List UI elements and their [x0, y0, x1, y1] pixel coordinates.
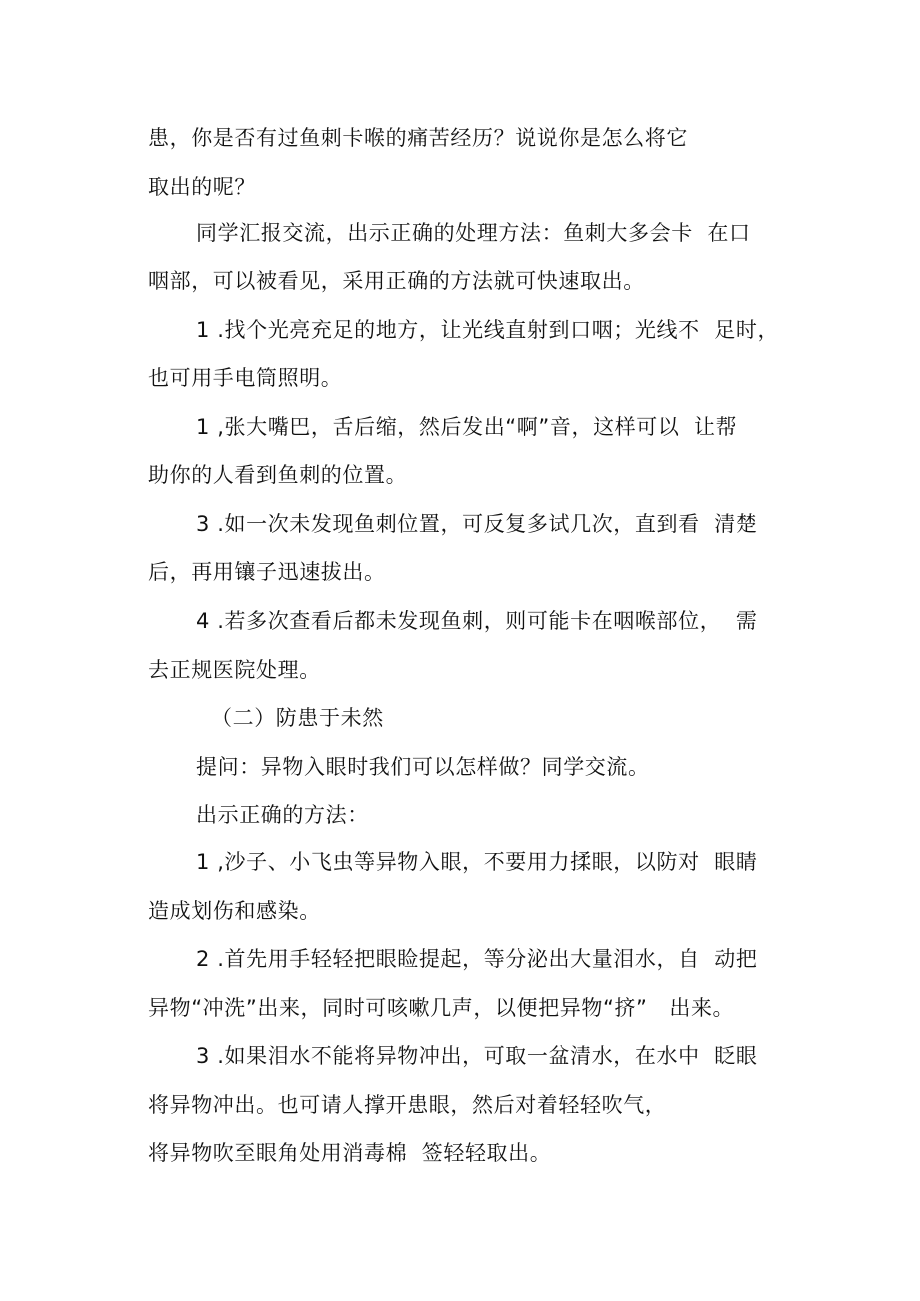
- text-line: 将异物吹至眼角处用消毒棉 签轻轻取出。: [148, 1141, 552, 1165]
- text-line: 造成划伤和感染。: [148, 899, 321, 923]
- text-line: 患，你是否有过鱼刺卡喉的痛苦经历？说说你是怎么将它: [148, 126, 688, 150]
- text-line: 1 ,沙子、小飞虫等异物入眼，不要用力揉眼，以防对 眼睛: [196, 850, 758, 874]
- text-line: 将异物冲出。也可请人撑开患眼，然后对着轻轻吹气，: [148, 1093, 667, 1117]
- text-line: 2 .首先用手轻轻把眼睑提起，等分泌出大量泪水，自 动把: [196, 947, 758, 971]
- text-line: 3 .如果泪水不能将异物冲出，可取一盆清水，在水中 眨眼: [196, 1044, 758, 1068]
- text-line: 咽部，可以被看见，采用正确的方法就可快速取出。: [148, 269, 645, 293]
- text-line: 1 ,张大嘴巴，舌后缩，然后发出“啊”音，这样可以 让帮: [196, 415, 738, 439]
- text-line: 出示正确的方法：: [196, 803, 369, 827]
- text-line: 提问：异物入眼时我们可以怎样做？同学交流。: [196, 755, 650, 779]
- text-line: 去正规医院处理。: [148, 658, 321, 682]
- text-line: 助你的人看到鱼刺的位置。: [148, 463, 408, 487]
- text-line: 1 .找个光亮充足的地方，让光线直射到口咽；光线不 足时，: [196, 318, 780, 342]
- text-line: 也可用手电筒照明。: [148, 366, 343, 390]
- text-line: 同学汇报交流，出示正确的处理方法：鱼刺大多会卡 在口: [196, 221, 751, 245]
- section-heading: （二）防患于未然: [211, 706, 384, 730]
- text-line: 取出的呢？: [148, 175, 256, 199]
- text-line: 异物“冲洗”出来，同时可咳嗽几声，以便把异物“挤” 出来。: [148, 996, 735, 1020]
- text-line: 4 .若多次查看后都未发现鱼刺，则可能卡在咽喉部位， 需: [196, 609, 758, 633]
- text-line: 后，再用镶子迅速拔出。: [148, 560, 386, 584]
- text-line: 3 .如一次未发现鱼刺位置，可反复多试几次，直到看 清楚: [196, 512, 758, 536]
